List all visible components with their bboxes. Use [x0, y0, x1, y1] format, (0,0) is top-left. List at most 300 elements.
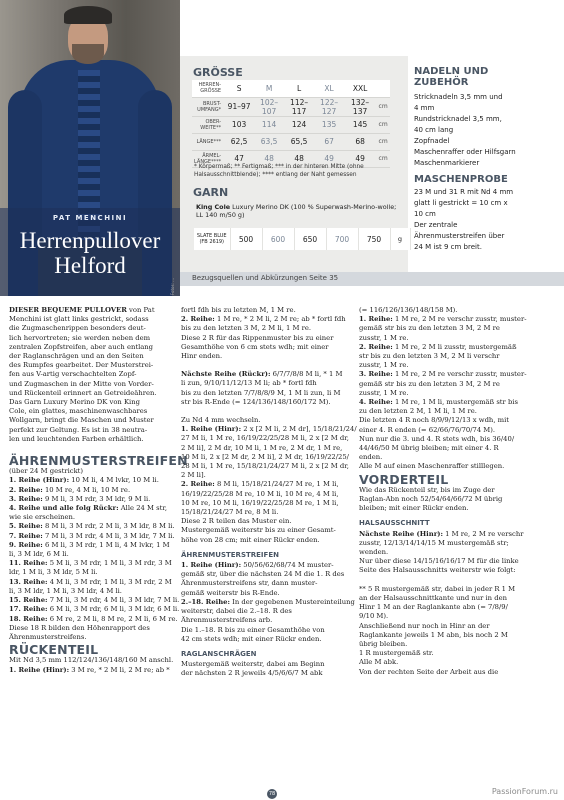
- row-text: 1 M re, 1 M li, mustergemäß str bis: [392, 398, 518, 407]
- row-label: Nächste Reihe (Hinr):: [359, 529, 444, 538]
- instruction-line: [181, 306, 343, 315]
- row-text: Mustergemäß weiterstr, dabei am Beginn: [181, 660, 325, 669]
- row-text: 7 M li, 3 M rdr, 4 M li, 3 M ldr, 7 M li.: [42, 531, 175, 540]
- instruction-line: [181, 597, 355, 607]
- yarn-amount: 700: [326, 228, 358, 250]
- intro-line: [9, 389, 171, 398]
- row-text: li, 3 M ldr, 6 M li.: [9, 550, 69, 559]
- row-text: 44/46/50 M übrig bleiben; mit einer 4. R: [359, 444, 499, 453]
- needles-title-line2: ZUBEHÖR: [414, 77, 469, 88]
- instruction-line: [359, 603, 529, 612]
- instruction-line: [9, 624, 171, 633]
- row-label: 2. Reihe:: [359, 342, 393, 351]
- row-text: Gesamthöhe von 6 cm stets wdh; mit einer: [181, 342, 329, 351]
- size-unit: cm: [376, 97, 390, 116]
- row-text: 1 R mustergemäß str.: [359, 649, 434, 658]
- instruction-line: [359, 324, 529, 333]
- size-cell: 48: [254, 150, 284, 167]
- vorderteil-instructions: [359, 486, 529, 514]
- instruction-line: [9, 467, 171, 476]
- instruction-line: [9, 568, 171, 577]
- column-1: [9, 306, 188, 675]
- instruction-line: [181, 508, 343, 517]
- instruction-line: [181, 635, 343, 644]
- intro-text: fen aus V-artig verschachtelten Zopf-: [9, 370, 137, 379]
- needles-item: Stricknadeln 3,5 mm und: [414, 93, 503, 101]
- needles-item: Zopfnadel: [414, 137, 450, 145]
- row-text: zusstr, 1 M re.: [359, 388, 409, 397]
- subheading-aehrenmusterstreifen: ÄHRENMUSTERSTREIFEN: [181, 550, 279, 559]
- intro-text: perfekt zur Geltung. Es ist in 38 neutra-: [9, 425, 148, 434]
- row-text: Nur über diese 14/15/16/16/17 M für die linke: [359, 557, 519, 566]
- instruction-line: [359, 352, 529, 361]
- rueckenteil-instructions: [9, 656, 174, 674]
- intro-text: Cole, ein glattes, maschinenwaschbares: [9, 407, 148, 416]
- instruction-line: [359, 444, 529, 453]
- row-text: 6 M li, 3 M rdr, 6 M li, 3 M ldr, 6 M li.: [47, 605, 180, 614]
- row-text: 6/7/7/8/8 M li, * 1 M: [270, 370, 343, 379]
- instruction-line: [181, 452, 349, 462]
- size-cell: 63,5: [254, 133, 284, 150]
- intro-text: Menchini ist glatt links gestrickt, sodass: [9, 315, 149, 324]
- intro-line: [9, 426, 171, 435]
- intro-line: [9, 435, 171, 444]
- size-cell: 124: [284, 116, 314, 133]
- intro-text: der Raglanschrägen und an den Seiten: [9, 352, 144, 361]
- halsausschnitt-instructions: [359, 530, 529, 576]
- intro-line: [9, 398, 171, 407]
- size-row: [192, 133, 390, 150]
- column-3: [359, 306, 529, 677]
- instruction-line: [359, 649, 529, 658]
- row-text: 9/10 M).: [359, 612, 389, 621]
- instruction-line: [181, 416, 343, 425]
- row-text: str bis R-Ende (= 124/136/148/160/172 M).: [181, 397, 331, 406]
- size-row-label: HERREN-GRÖSSE: [192, 80, 224, 97]
- instruction-line: [181, 352, 343, 361]
- size-cell: XXL: [344, 80, 376, 97]
- intro-text: len und leuchtenden Farben erhältlich.: [9, 434, 144, 443]
- instruction-line: [9, 513, 171, 522]
- row-text: 5 M li, 3 M rdr, 1 M li, 3 M rdr, 3 M: [47, 559, 172, 568]
- row-label: 1. Reihe:: [359, 315, 393, 324]
- instruction-line: [9, 495, 171, 504]
- instruction-line: [359, 504, 529, 513]
- row-text: Mustergemäß weiterstr bis zu einer Gesamt-: [181, 526, 336, 535]
- row-text: 2 M li], 2 M dr, 10 M li, 1 M re, 2 M dr, 1 M re,: [181, 443, 343, 452]
- row-text: 8 M li, 15/18/21/24/27 M re, 1 M li,: [214, 480, 339, 489]
- yarn-unit: g: [390, 228, 410, 250]
- subheading-raglanschraegen: RAGLANSCHRÄGEN: [181, 649, 257, 658]
- size-cell: 122–127: [314, 97, 344, 116]
- heading-vorderteil: VORDERTEIL: [359, 471, 449, 487]
- intro-lead: DIESER BEQUEME PULLOVER: [9, 306, 127, 314]
- row-text: ** 5 R mustergemäß str, dabei in jeder R 1 M: [359, 584, 516, 593]
- pattern-setup-instructions: [181, 416, 357, 545]
- needles-section-title: [414, 66, 488, 88]
- row-label: 1. Reihe (Hinr):: [181, 561, 242, 570]
- size-cell: 47: [224, 150, 254, 167]
- row-text: 1 M re, 2 M re verschr: [443, 529, 524, 538]
- yarn-color-label: SLATE BLUE (FB 2619): [194, 228, 230, 250]
- row-text: 42 cm stets wdh; mit einer Rückr enden.: [181, 634, 322, 643]
- row-label: 1. Reihe (Hinr):: [9, 476, 70, 485]
- intro-paragraph: [9, 306, 171, 444]
- heading-aehrenmusterstreifen: ÄHRENMUSTERSTREIFEN: [9, 453, 188, 469]
- row-label: 2. Reihe:: [181, 315, 215, 324]
- size-cell: 102–107: [254, 97, 284, 116]
- row-text: 28 M li, 1 M re, 15/18/21/24/27 M li, 2 x [2 M dr,: [181, 462, 349, 471]
- row-text: 10 M li, 2 x [2 M dr, 2 M li], 2 M dr, 16/19/22/25/: [181, 452, 349, 461]
- instruction-line: [359, 539, 529, 548]
- row-label: 11. Reihe:: [9, 559, 48, 568]
- row-label: 4. Reihe und alle folg Rückr:: [9, 504, 119, 513]
- row-text: Hinr enden.: [181, 352, 223, 361]
- raglan-decrease-instructions: [359, 306, 529, 472]
- instruction-line: [181, 589, 343, 598]
- instruction-line: [181, 499, 343, 508]
- instruction-line: [359, 462, 529, 471]
- intro-text: die Zugmaschenrippen besonders deut-: [9, 324, 146, 333]
- yarn-desc: Luxury Merino DK (100 % Superwash-Merino-wolle; LL 140 m/50 g): [196, 203, 397, 219]
- row-text: Alle M auf einen Maschenraffer stilllegen.: [359, 462, 505, 471]
- gauge-line: glatt li gestrickt = 10 cm x: [414, 199, 508, 207]
- instruction-line: [181, 315, 346, 324]
- instruction-line: [359, 658, 529, 667]
- instruction-line: [359, 668, 529, 677]
- size-unit: [376, 80, 390, 97]
- row-text: 27 M li, 1 M re, 16/19/22/25/28 M li, 2 x [2 M dr,: [181, 434, 349, 443]
- row-text: zu den letzten 2 M, 1 M li, 1 M re.: [359, 407, 477, 416]
- instruction-line: [181, 517, 343, 526]
- instruction-line: [359, 495, 529, 504]
- row-text: Anschließend nur noch in Hinr an der: [359, 621, 490, 630]
- intro-text: von Pat: [126, 306, 155, 314]
- size-unit: cm: [376, 133, 390, 150]
- row-text: Diese 2 R teilen das Muster ein.: [181, 517, 292, 526]
- instruction-line: [359, 435, 529, 444]
- intro-line: [9, 370, 171, 379]
- row-text: 10 M re, 4 M li, 10 M re.: [42, 485, 131, 494]
- instruction-line: [359, 622, 529, 631]
- intro-text: Das Garn Luxury Merino DK von King: [9, 398, 140, 407]
- intro-text: und Zugmaschen in der Mitte von Vorder-: [9, 379, 154, 388]
- row-text: Zu Nd 4 mm wechseln.: [181, 416, 261, 425]
- row-text: Nun nur die 3. und 4. R stets wdh, bis 36/40/: [359, 434, 515, 443]
- instruction-line: [181, 334, 343, 343]
- instruction-line: [359, 530, 529, 539]
- intro-line: [9, 306, 171, 315]
- row-text: zusstr, 1 M re.: [359, 333, 409, 342]
- row-text: wenden.: [359, 548, 389, 557]
- row-label: 18. Reihe:: [9, 614, 48, 623]
- instruction-line: [9, 578, 171, 587]
- instruction-line: [359, 566, 529, 575]
- row-text: 2 M li].: [181, 471, 206, 480]
- row-text: 6 M li, 3 M rdr, 1 M li, 4 M lvkr, 1 M: [42, 540, 170, 549]
- row-text: 6 M re, 2 M li, 8 M re, 2 M li, 6 M re.: [47, 614, 178, 623]
- row-text: 7 M li, 3 M rdr, 4 M li, 3 M ldr, 7 M li.: [47, 596, 180, 605]
- instruction-line: [359, 548, 529, 557]
- instruction-line: [9, 666, 171, 675]
- size-table: [192, 80, 390, 168]
- model-beard: [72, 44, 104, 64]
- row-text: (= 116/126/136/148/158 M).: [359, 306, 458, 314]
- size-row-label: BRUST-UMFANG*: [192, 97, 224, 116]
- gauge-text: [414, 187, 559, 253]
- row-label: Nächste Reihe (Rückr):: [181, 370, 271, 379]
- row-text: bis zu den letzten 3 M, 2 M li, 1 M re.: [181, 324, 312, 333]
- pattern-title-line1: Herrenpullover: [19, 228, 161, 253]
- row-label: 2.–18. Reihe:: [181, 597, 231, 606]
- row-text: bleiben; mit einer Rückr enden.: [359, 504, 469, 513]
- needles-item: Maschenraffer oder Hilfsgarn: [414, 148, 516, 156]
- size-cell: 132–137: [344, 97, 376, 116]
- size-section-title: GRÖSSE: [193, 66, 243, 79]
- photo-credit: Fotos: ...: [170, 278, 175, 296]
- instruction-line: [359, 453, 529, 462]
- size-cell: 135: [314, 116, 344, 133]
- row-text: 50/56/62/68/74 M muster-: [241, 561, 334, 570]
- row-text: Seite des Halsausschnitts weiterstr wie folgt:: [359, 566, 516, 575]
- gauge-line: 24 M ist 9 cm breit.: [414, 243, 482, 251]
- needles-item: Maschenmarkierer: [414, 159, 480, 167]
- size-row: [192, 116, 390, 133]
- gauge-line: Der zentrale: [414, 221, 458, 229]
- watermark: PassionForum.ru: [491, 787, 558, 796]
- row-text: Diese 18 R bilden den Höhenrapport des: [9, 623, 150, 632]
- intro-text: des Rumpfes gearbeitet. Der Musterstrei-: [9, 361, 154, 370]
- aehren-instructions: [9, 467, 180, 642]
- row-text: 2 x [2 M li, 2 M dr], 15/18/21/24/: [241, 425, 357, 434]
- row-text: 1 M re, * 2 M li, 2 M re; ab * fortl fdh: [214, 315, 346, 324]
- row-text: einer 4. R enden (= 62/66/76/70/74 M).: [359, 425, 496, 434]
- row-label: 5. Reihe:: [9, 522, 43, 531]
- row-text: str bis zu den letzten 3 M, 2 M li verschr: [359, 352, 500, 361]
- intro-text: Wollgarn, bringt die Maschen und Muster: [9, 416, 154, 425]
- row-text: zusstr, 1 M re.: [359, 361, 409, 370]
- aehren-placement-instructions: [181, 561, 355, 644]
- size-cell: S: [224, 80, 254, 97]
- row-label: 17. Reihe:: [9, 605, 48, 614]
- instruction-line: [359, 306, 529, 315]
- yarn-amount-table: [194, 228, 411, 250]
- size-row: [192, 80, 390, 97]
- instruction-line: [359, 370, 529, 379]
- size-row: [192, 97, 390, 116]
- row-text: Ährenmusterstreifens str, dann muster-: [181, 579, 318, 588]
- row-label: 9. Reihe:: [9, 540, 43, 549]
- yarn-amount: 650: [294, 228, 326, 250]
- model-cap: [64, 6, 112, 24]
- row-text: Raglankante jeweils 1 M abn, bis noch 2 M: [359, 630, 508, 639]
- size-row-label: OBER-WEITE**: [192, 116, 224, 133]
- instruction-line: [9, 531, 175, 541]
- row-text: 1 M re, 2 M re verschr zusstr, muster-: [392, 370, 527, 379]
- row-text: an der Halsausschnittkante und nur in den: [359, 593, 507, 602]
- page-number: 78: [268, 791, 276, 797]
- instruction-line: [181, 490, 343, 499]
- instruction-line: [181, 462, 349, 471]
- row-text: Die 1.–18. R bis zu einer Gesamthöhe von: [181, 625, 325, 634]
- column-2: [181, 306, 357, 679]
- row-text: höhe von 28 cm; mit einer Rückr enden.: [181, 535, 320, 544]
- instruction-line: [359, 640, 529, 649]
- needles-list: [414, 92, 559, 169]
- row-text: übrig bleiben.: [359, 639, 408, 648]
- needles-title-line1: NADELN UND: [414, 66, 489, 77]
- row-label: 3. Reihe:: [9, 494, 43, 503]
- size-row-label: ÄRMEL-LÄNGE****: [192, 150, 224, 167]
- row-label: 3. Reihe:: [359, 370, 393, 379]
- intro-line: [9, 380, 171, 389]
- yarn-brand: King Cole: [196, 203, 231, 211]
- instruction-line: [359, 361, 529, 370]
- row-text: Mit Nd 3,5 mm 112/124/136/148/160 M anschl.: [9, 656, 174, 665]
- instruction-line: [181, 561, 343, 570]
- yarn-section-title: GARN: [193, 186, 229, 199]
- row-text: 4 M li, 3 M rdr, 1 M li, 3 M rdr, 2 M: [47, 577, 172, 586]
- row-text: li zun, 9/10/11/12/13 M li; ab * fortl fdh: [181, 379, 317, 388]
- row-text: der nächsten 2 R jeweils 4/5/6/6/7 M abk: [181, 669, 323, 678]
- instruction-line: [359, 612, 529, 621]
- intro-line: [9, 334, 171, 343]
- instruction-line: [181, 660, 343, 669]
- size-unit: cm: [376, 150, 390, 167]
- instruction-line: [9, 541, 171, 550]
- row-text: Alle M abk.: [359, 658, 399, 667]
- instruction-line: [9, 504, 171, 513]
- instruction-line: [359, 380, 529, 389]
- intro-line: [9, 361, 171, 370]
- instruction-line: [181, 579, 343, 588]
- row-text: Alle 24 M str,: [118, 504, 168, 513]
- row-text: Ährenmusterstreifens.: [9, 632, 87, 641]
- instruction-line: [181, 425, 357, 434]
- instruction-line: [359, 585, 529, 594]
- size-cell: 68: [344, 133, 376, 150]
- instruction-line: [181, 324, 343, 333]
- intro-line: [9, 352, 171, 361]
- instruction-line: [9, 596, 180, 605]
- instruction-line: [181, 669, 343, 678]
- row-label: 1. Reihe (Hinr):: [181, 425, 242, 434]
- instruction-line: [9, 550, 171, 559]
- row-text: Diese 2 R für das Rippenmuster bis zu einer: [181, 333, 334, 342]
- intro-line: [9, 416, 171, 425]
- size-row-label: LÄNGE***: [192, 133, 224, 150]
- instruction-line: [359, 416, 529, 425]
- size-cell: 62,5: [224, 133, 254, 150]
- row-text: 15/18/21/24/27 M re, 8 M li.: [181, 508, 279, 517]
- instruction-line: [9, 559, 171, 568]
- instruction-line: [359, 407, 529, 416]
- row-text: gemäß str, über die nächsten 24 M die 1. R des: [181, 570, 345, 579]
- row-text: 9 M li, 3 M rdr, 3 M ldr, 9 M li.: [42, 494, 151, 503]
- intro-text: und Rückenteil erinnert an Getreideähren.: [9, 388, 157, 397]
- row-text: Raglan-Abn noch 52/54/64/66/72 M übrig: [359, 495, 503, 504]
- increase-row-instructions: [181, 370, 343, 407]
- gauge-line: 10 cm: [414, 210, 436, 218]
- yarn-amount: 600: [262, 228, 294, 250]
- row-text: Von der rechten Seite der Arbeit aus die: [359, 667, 499, 676]
- subheading-halsausschnitt: HALSAUSSCHNITT: [359, 519, 430, 528]
- row-text: gemäß str bis zu den letzten 3 M, 2 M re: [359, 324, 500, 333]
- intro-line: [9, 407, 171, 416]
- row-text: 3 M re, * 2 M li, 2 M re; ab *: [69, 665, 170, 674]
- row-text: zusstr, 12/13/14/14/15 M mustergemäß str;: [359, 538, 509, 547]
- row-label: 2. Reihe:: [9, 485, 43, 494]
- row-text: bis zu den letzten 7/7/8/8/9 M, 1 M li zun, li M: [181, 388, 341, 397]
- instruction-line: [359, 343, 529, 352]
- instruction-line: [9, 587, 171, 596]
- row-label: 15. Reihe:: [9, 596, 48, 605]
- intro-line: [9, 324, 171, 333]
- size-cell: 65,5: [284, 133, 314, 150]
- row-label: 13. Reihe:: [9, 577, 48, 586]
- rib-instructions: [181, 306, 346, 361]
- instruction-line: [359, 557, 529, 566]
- instruction-line: [181, 616, 343, 625]
- size-cell: L: [284, 80, 314, 97]
- row-text: weiterstr, dabei die 2.–18. R des: [181, 607, 292, 616]
- yarn-amount: 750: [358, 228, 390, 250]
- row-text: enden.: [359, 453, 383, 462]
- instruction-line: [9, 633, 171, 642]
- instruction-line: [9, 476, 171, 485]
- intro-text: lich hervortreten; sie werden neben dem: [9, 333, 151, 342]
- row-text: gemäß weiterstr bis R-Ende.: [181, 588, 280, 597]
- instruction-line: [181, 379, 343, 388]
- row-text: Die letzten 4 R noch 8/9/9/12/13 x wdh, mit: [359, 416, 509, 425]
- instruction-line: [181, 370, 343, 379]
- instruction-line: [9, 656, 174, 665]
- instruction-line: [181, 607, 343, 616]
- size-cell: 48: [284, 150, 314, 167]
- size-cell: M: [254, 80, 284, 97]
- instruction-line: [359, 315, 529, 324]
- row-text: Hinr 1 M an der Raglankante abn (= 7/8/9/: [359, 603, 508, 612]
- size-cell: 49: [344, 150, 376, 167]
- needles-item: 4 mm: [414, 104, 435, 112]
- needles-item: Rundstricknadel 3,5 mm,: [414, 115, 502, 123]
- instruction-line: [9, 605, 180, 614]
- instruction-line: [181, 471, 343, 480]
- instruction-line: [181, 536, 343, 545]
- row-text: 8 M li, 3 M rdr, 2 M li, 3 M ldr, 8 M li.: [42, 522, 175, 531]
- intro-line: [9, 343, 171, 352]
- row-text: 16/19/22/25/28 M re, 10 M li, 10 M re, 4 M li,: [181, 489, 339, 498]
- instruction-line: [181, 526, 343, 535]
- size-unit: cm: [376, 116, 390, 133]
- needles-item: 40 cm lang: [414, 126, 454, 134]
- instruction-line: [181, 389, 343, 398]
- instruction-line: [181, 343, 343, 352]
- gauge-line: Ährenmusterstreifen über: [414, 232, 505, 240]
- intro-line: [9, 315, 171, 324]
- row-label: 4. Reihe:: [359, 398, 393, 407]
- yarn-amount: 500: [230, 228, 262, 250]
- row-text: 1 M re, 2 M re verschr zusstr, muster-: [392, 315, 527, 324]
- size-cell: XL: [314, 80, 344, 97]
- row-text: 1 M re, 2 M li zusstr, mustergemäß: [392, 342, 517, 351]
- instruction-line: [181, 626, 343, 635]
- instruction-line: [181, 480, 343, 489]
- instruction-line: [9, 614, 178, 624]
- instruction-line: [359, 486, 529, 495]
- row-text: 10 M li, 4 M lvkr, 10 M li.: [69, 476, 159, 485]
- size-cell: 145: [344, 116, 376, 133]
